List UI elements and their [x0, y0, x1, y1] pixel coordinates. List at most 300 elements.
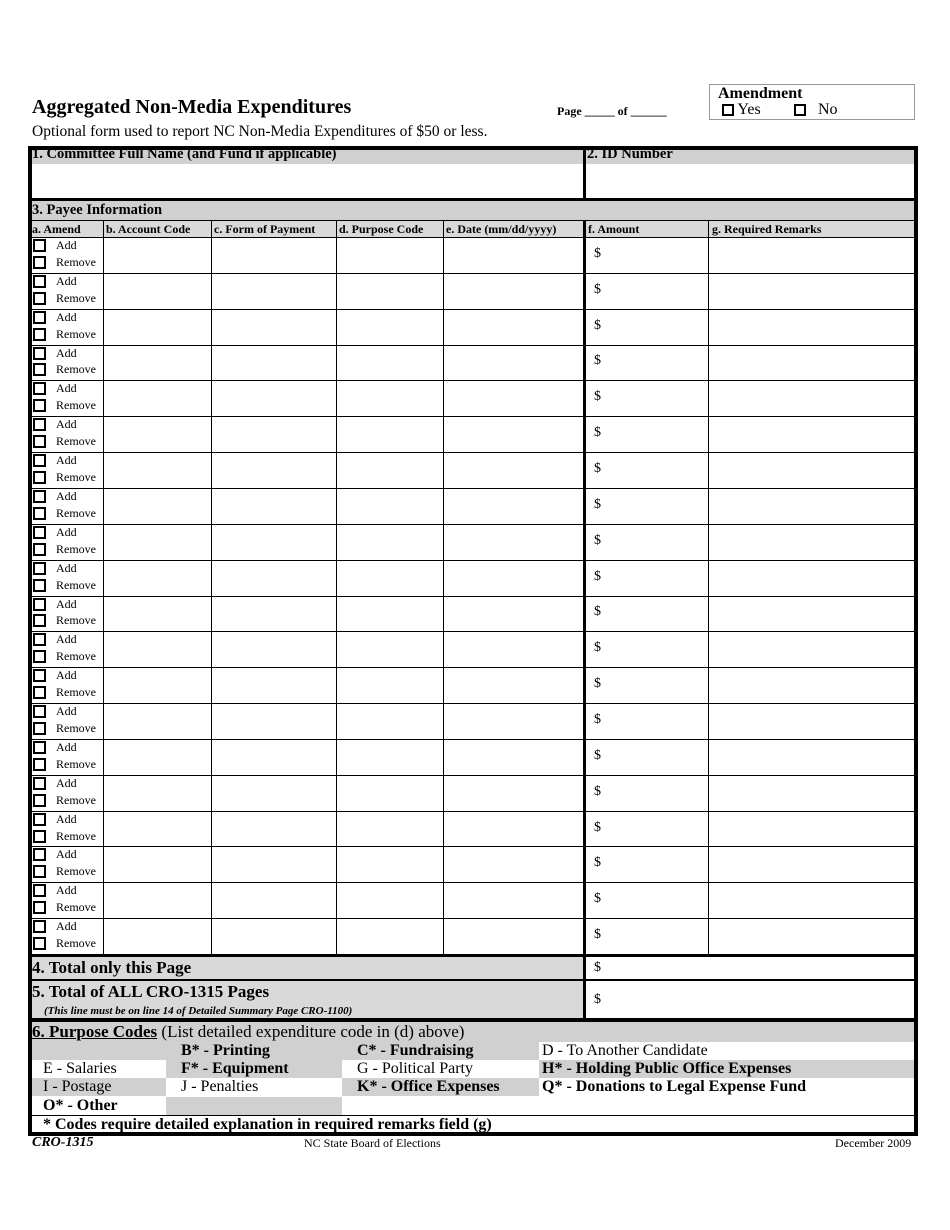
remove-checkbox[interactable] — [33, 937, 46, 950]
account-code-field[interactable] — [104, 703, 211, 739]
table-row — [32, 703, 914, 739]
remove-label: Remove — [56, 792, 96, 807]
required-remarks-field[interactable] — [709, 667, 914, 703]
amendment-title: Amendment — [718, 85, 803, 102]
col-amend: a. Amend — [32, 222, 81, 236]
purpose-code-field[interactable] — [337, 846, 443, 882]
all-total-field[interactable] — [586, 981, 914, 1018]
add-label: Add — [56, 488, 77, 503]
required-remarks-field[interactable] — [709, 560, 914, 596]
table-row — [32, 918, 914, 954]
remove-checkbox[interactable] — [33, 543, 46, 556]
amendment-box — [709, 84, 915, 120]
add-checkbox[interactable] — [33, 490, 46, 503]
form-of-payment-field[interactable] — [212, 416, 336, 452]
form-of-payment-field[interactable] — [212, 452, 336, 488]
page-total-field[interactable] — [586, 957, 914, 979]
all-total-dollar: $ — [594, 992, 601, 1007]
amount-field[interactable] — [586, 882, 708, 918]
amount-dollar: $ — [594, 711, 601, 727]
amendment-no-checkbox[interactable] — [794, 104, 806, 116]
purpose-codes-title-rest: (List detailed expenditure code in (d) above) — [157, 1022, 465, 1041]
code-f: F* - Equipment — [166, 1060, 342, 1078]
account-code-field[interactable] — [104, 345, 211, 381]
amount-dollar: $ — [594, 317, 601, 333]
all-total-bar — [32, 981, 583, 1018]
add-label: Add — [56, 238, 77, 252]
code-i: I - Postage — [32, 1078, 166, 1096]
add-checkbox[interactable] — [33, 598, 46, 611]
code-j: J - Penalties — [181, 1078, 259, 1095]
table-row — [32, 380, 914, 416]
date-field[interactable] — [444, 380, 583, 416]
purpose-code-field[interactable] — [337, 452, 443, 488]
account-code-field[interactable] — [104, 918, 211, 954]
form-subtitle: Optional form used to report NC Non-Media Expenditures of $50 or less. — [32, 123, 488, 140]
date-field[interactable] — [444, 309, 583, 345]
code-q: Q* - Donations to Legal Expense Fund — [542, 1078, 807, 1095]
remove-checkbox[interactable] — [33, 758, 46, 771]
remove-checkbox[interactable] — [33, 830, 46, 843]
code-g: G - Political Party — [357, 1060, 473, 1077]
col-amount: f. Amount — [588, 222, 640, 236]
remove-checkbox[interactable] — [33, 686, 46, 699]
form-of-payment-field[interactable] — [212, 703, 336, 739]
row-divider — [32, 918, 914, 919]
add-label: Add — [56, 453, 77, 468]
required-remarks-field[interactable] — [709, 918, 914, 954]
date-field[interactable] — [444, 667, 583, 703]
amount-dollar: $ — [594, 496, 601, 512]
date-field[interactable] — [444, 345, 583, 381]
amount-field[interactable] — [586, 309, 708, 345]
all-total-label: 5. Total of ALL CRO-1315 Pages — [32, 982, 270, 1001]
date-field[interactable] — [444, 918, 583, 954]
table-row — [32, 560, 914, 596]
remove-checkbox[interactable] — [33, 256, 46, 269]
add-label: Add — [56, 345, 77, 360]
account-code-field[interactable] — [104, 273, 211, 309]
add-checkbox[interactable] — [33, 669, 46, 682]
remove-checkbox[interactable] — [33, 794, 46, 807]
amount-dollar: $ — [594, 747, 601, 763]
add-label: Add — [56, 704, 77, 719]
col-divider — [103, 221, 104, 954]
date-field[interactable] — [444, 488, 583, 524]
remove-label: Remove — [56, 613, 96, 628]
add-checkbox[interactable] — [33, 705, 46, 718]
date-field[interactable] — [444, 416, 583, 452]
form-of-payment-field[interactable] — [212, 380, 336, 416]
remove-checkbox[interactable] — [33, 399, 46, 412]
add-label: Add — [56, 883, 77, 898]
add-label: Add — [56, 739, 77, 754]
purpose-code-field[interactable] — [337, 237, 443, 273]
committee-header-bar — [32, 146, 914, 164]
date-field[interactable] — [444, 775, 583, 811]
table-row — [32, 596, 914, 632]
amount-field[interactable] — [586, 345, 708, 381]
amount-field[interactable] — [586, 380, 708, 416]
amount-field[interactable] — [586, 811, 708, 847]
table-row — [32, 846, 914, 882]
purpose-code-field[interactable] — [337, 596, 443, 632]
page-total-bar — [32, 957, 583, 979]
table-row — [32, 631, 914, 667]
payee-info-label: 3. Payee Information — [32, 202, 163, 218]
date-field[interactable] — [444, 739, 583, 775]
date-field[interactable] — [444, 596, 583, 632]
amount-dollar: $ — [594, 461, 601, 477]
amount-field[interactable] — [586, 560, 708, 596]
amount-dollar: $ — [594, 927, 601, 943]
form-of-payment-field[interactable] — [212, 918, 336, 954]
code-k: K* - Office Expenses — [342, 1078, 539, 1096]
table-row — [32, 667, 914, 703]
table-row — [32, 739, 914, 775]
date-field[interactable] — [444, 703, 583, 739]
row-divider — [32, 452, 914, 453]
remove-label: Remove — [56, 900, 96, 915]
required-remarks-field[interactable] — [709, 237, 914, 273]
account-code-field[interactable] — [104, 309, 211, 345]
table-row — [32, 452, 914, 488]
date-field[interactable] — [444, 452, 583, 488]
remove-label: Remove — [56, 864, 96, 879]
codes-footnote: * Codes require detailed explanation in required remarks field (g) — [43, 1116, 492, 1133]
remove-label: Remove — [56, 470, 96, 485]
row-divider — [32, 811, 914, 812]
required-remarks-field[interactable] — [709, 309, 914, 345]
page-total-label: 4. Total only this Page — [32, 958, 192, 977]
code-cell — [166, 1097, 342, 1115]
add-label: Add — [56, 524, 77, 539]
remove-checkbox[interactable] — [33, 292, 46, 305]
table-row — [32, 237, 914, 273]
col-divider — [211, 221, 212, 954]
form-of-payment-field[interactable] — [212, 631, 336, 667]
account-code-field[interactable] — [104, 560, 211, 596]
amendment-no-option[interactable] — [794, 101, 838, 119]
remove-checkbox[interactable] — [33, 435, 46, 448]
amount-dollar: $ — [594, 855, 601, 871]
table-row — [32, 524, 914, 560]
table-row — [32, 345, 914, 381]
add-label: Add — [56, 381, 77, 396]
account-code-field[interactable] — [104, 739, 211, 775]
form-of-payment-field[interactable] — [212, 237, 336, 273]
col-purpose-code: d. Purpose Code — [339, 222, 424, 236]
remove-checkbox[interactable] — [33, 328, 46, 341]
required-remarks-field[interactable] — [709, 811, 914, 847]
form-of-payment-field[interactable] — [212, 524, 336, 560]
code-o: O* - Other — [43, 1097, 118, 1114]
form-of-payment-field[interactable] — [212, 775, 336, 811]
date-field[interactable] — [444, 882, 583, 918]
col-date: e. Date (mm/dd/yyyy) — [446, 222, 557, 236]
purpose-code-field[interactable] — [337, 775, 443, 811]
remove-checkbox[interactable] — [33, 722, 46, 735]
remove-label: Remove — [56, 828, 96, 843]
add-label: Add — [56, 417, 77, 432]
amount-field[interactable] — [586, 846, 708, 882]
required-remarks-field[interactable] — [709, 416, 914, 452]
remove-label: Remove — [56, 720, 96, 735]
purpose-code-field[interactable] — [337, 560, 443, 596]
remove-label: Remove — [56, 362, 96, 377]
table-row — [32, 309, 914, 345]
page-total-dollar: $ — [594, 960, 601, 975]
purpose-code-field[interactable] — [337, 488, 443, 524]
add-checkbox[interactable] — [33, 633, 46, 646]
purpose-code-field[interactable] — [337, 667, 443, 703]
add-checkbox[interactable] — [33, 275, 46, 288]
purpose-code-field[interactable] — [337, 309, 443, 345]
required-remarks-field[interactable] — [709, 631, 914, 667]
amount-field[interactable] — [586, 775, 708, 811]
purpose-code-field[interactable] — [337, 345, 443, 381]
form-of-payment-field[interactable] — [212, 811, 336, 847]
remove-checkbox[interactable] — [33, 507, 46, 520]
remove-label: Remove — [56, 505, 96, 520]
form-of-payment-field[interactable] — [212, 488, 336, 524]
form-of-payment-field[interactable] — [212, 882, 336, 918]
amount-dollar: $ — [594, 532, 601, 548]
remove-label: Remove — [56, 756, 96, 771]
all-total-note: (This line must be on line 14 of Detailed Summary Page CRO-1100) — [44, 1005, 353, 1017]
code-cell — [32, 1042, 166, 1060]
add-checkbox[interactable] — [33, 347, 46, 360]
account-code-field[interactable] — [104, 488, 211, 524]
table-row — [32, 775, 914, 811]
add-label: Add — [56, 775, 77, 790]
account-code-field[interactable] — [104, 237, 211, 273]
remove-label: Remove — [56, 290, 96, 305]
purpose-code-field[interactable] — [337, 882, 443, 918]
add-label: Add — [56, 668, 77, 683]
date-field[interactable] — [444, 524, 583, 560]
code-b: B* - Printing — [166, 1042, 342, 1060]
col-form-of-payment: c. Form of Payment — [214, 222, 316, 236]
form-of-payment-field[interactable] — [212, 345, 336, 381]
remove-checkbox[interactable] — [33, 579, 46, 592]
purpose-codes-title-bold: 6. Purpose Codes — [32, 1022, 158, 1041]
amount-field[interactable] — [586, 452, 708, 488]
form-of-payment-field[interactable] — [212, 739, 336, 775]
required-remarks-field[interactable] — [709, 380, 914, 416]
purpose-code-field[interactable] — [337, 273, 443, 309]
account-code-field[interactable] — [104, 882, 211, 918]
page-number-label: Page _____ of ______ — [557, 104, 667, 118]
add-label: Add — [56, 847, 77, 862]
col-required-remarks: g. Required Remarks — [712, 222, 822, 236]
account-code-field[interactable] — [104, 846, 211, 882]
row-divider — [32, 380, 914, 381]
add-checkbox[interactable] — [33, 239, 46, 252]
account-code-field[interactable] — [104, 596, 211, 632]
date-field[interactable] — [444, 273, 583, 309]
purpose-code-field[interactable] — [337, 703, 443, 739]
remove-checkbox[interactable] — [33, 614, 46, 627]
purpose-code-field[interactable] — [337, 739, 443, 775]
amount-dollar: $ — [594, 568, 601, 584]
amount-field[interactable] — [586, 703, 708, 739]
add-checkbox[interactable] — [33, 884, 46, 897]
date-field[interactable] — [444, 811, 583, 847]
add-label: Add — [56, 919, 77, 934]
date-field[interactable] — [444, 846, 583, 882]
payee-header-bar — [32, 201, 914, 220]
account-code-field[interactable] — [104, 452, 211, 488]
amount-field[interactable] — [586, 416, 708, 452]
date-field[interactable] — [444, 237, 583, 273]
add-checkbox[interactable] — [33, 848, 46, 861]
remove-label: Remove — [56, 577, 96, 592]
remove-checkbox[interactable] — [33, 471, 46, 484]
remove-checkbox[interactable] — [33, 865, 46, 878]
row-divider — [32, 667, 914, 668]
account-code-field[interactable] — [104, 416, 211, 452]
form-id: CRO-1315 — [32, 1135, 94, 1150]
add-checkbox[interactable] — [33, 813, 46, 826]
code-d: D - To Another Candidate — [542, 1042, 708, 1059]
amount-field[interactable] — [586, 631, 708, 667]
amount-dollar: $ — [594, 676, 601, 692]
amount-divider — [583, 221, 586, 1018]
required-remarks-field[interactable] — [709, 596, 914, 632]
add-checkbox[interactable] — [33, 920, 46, 933]
amount-dollar: $ — [594, 353, 601, 369]
form-of-payment-field[interactable] — [212, 667, 336, 703]
add-checkbox[interactable] — [33, 526, 46, 539]
form-of-payment-field[interactable] — [212, 309, 336, 345]
account-code-field[interactable] — [104, 811, 211, 847]
purpose-code-field[interactable] — [337, 918, 443, 954]
amount-field[interactable] — [586, 524, 708, 560]
add-checkbox[interactable] — [33, 777, 46, 790]
date-field[interactable] — [444, 560, 583, 596]
id-number-label: 2. ID Number — [587, 146, 673, 162]
form-of-payment-field[interactable] — [212, 596, 336, 632]
required-remarks-field[interactable] — [709, 524, 914, 560]
row-divider — [32, 560, 914, 561]
purpose-code-field[interactable] — [337, 416, 443, 452]
table-row — [32, 488, 914, 524]
committee-name-label: 1. Committee Full Name (and Fund if applicable) — [32, 146, 337, 162]
form-of-payment-field[interactable] — [212, 560, 336, 596]
row-divider — [32, 488, 914, 489]
required-remarks-field[interactable] — [709, 882, 914, 918]
table-row — [32, 882, 914, 918]
required-remarks-field[interactable] — [709, 846, 914, 882]
row-divider — [32, 703, 914, 704]
amendment-yes-checkbox[interactable] — [722, 104, 734, 116]
form-of-payment-field[interactable] — [212, 846, 336, 882]
account-code-field[interactable] — [104, 631, 211, 667]
add-label: Add — [56, 560, 77, 575]
remove-checkbox[interactable] — [33, 650, 46, 663]
remove-label: Remove — [56, 936, 96, 951]
purpose-code-field[interactable] — [337, 380, 443, 416]
amount-field[interactable] — [586, 596, 708, 632]
account-code-field[interactable] — [104, 667, 211, 703]
purpose-code-field[interactable] — [337, 524, 443, 560]
account-code-field[interactable] — [104, 524, 211, 560]
purpose-code-field[interactable] — [337, 811, 443, 847]
col-account-code: b. Account Code — [106, 222, 191, 236]
add-label: Add — [56, 632, 77, 647]
form-date: December 2009 — [835, 1136, 912, 1150]
remove-label: Remove — [56, 434, 96, 449]
row-divider — [32, 739, 914, 740]
remove-label: Remove — [56, 326, 96, 341]
add-label: Add — [56, 273, 77, 288]
amendment-yes-label: Yes — [737, 101, 761, 118]
required-remarks-field[interactable] — [709, 452, 914, 488]
add-checkbox[interactable] — [33, 382, 46, 395]
amount-dollar: $ — [594, 245, 601, 261]
date-field[interactable] — [444, 631, 583, 667]
amount-field[interactable] — [586, 237, 708, 273]
code-c: C* - Fundraising — [342, 1042, 539, 1060]
agency-name: NC State Board of Elections — [304, 1136, 441, 1150]
required-remarks-field[interactable] — [709, 775, 914, 811]
amount-field[interactable] — [586, 739, 708, 775]
committee-name-field[interactable] — [32, 164, 583, 198]
row-divider — [32, 882, 914, 883]
amount-field[interactable] — [586, 488, 708, 524]
add-label: Add — [56, 596, 77, 611]
col-divider — [708, 221, 709, 954]
amount-dollar: $ — [594, 281, 601, 297]
required-remarks-field[interactable] — [709, 739, 914, 775]
id-divider — [583, 146, 586, 200]
required-remarks-field[interactable] — [709, 273, 914, 309]
code-e: E - Salaries — [43, 1060, 117, 1077]
row-divider — [32, 309, 914, 310]
amount-dollar: $ — [594, 640, 601, 656]
add-checkbox[interactable] — [33, 311, 46, 324]
amount-dollar: $ — [594, 891, 601, 907]
remove-label: Remove — [56, 254, 96, 269]
amount-field[interactable] — [586, 918, 708, 954]
required-remarks-field[interactable] — [709, 703, 914, 739]
form-of-payment-field[interactable] — [212, 273, 336, 309]
amendment-yes-option[interactable] — [722, 101, 761, 119]
code-h: H* - Holding Public Office Expenses — [539, 1060, 914, 1078]
row-divider — [32, 846, 914, 847]
account-code-field[interactable] — [104, 775, 211, 811]
add-checkbox[interactable] — [33, 741, 46, 754]
account-code-field[interactable] — [104, 380, 211, 416]
add-checkbox[interactable] — [33, 562, 46, 575]
add-checkbox[interactable] — [33, 418, 46, 431]
add-checkbox[interactable] — [33, 454, 46, 467]
form-title: Aggregated Non-Media Expenditures — [32, 96, 352, 118]
required-remarks-field[interactable] — [709, 345, 914, 381]
remove-checkbox[interactable] — [33, 901, 46, 914]
row-divider — [32, 524, 914, 525]
amount-field[interactable] — [586, 667, 708, 703]
required-remarks-field[interactable] — [709, 488, 914, 524]
row-divider — [32, 775, 914, 776]
amount-field[interactable] — [586, 273, 708, 309]
remove-label: Remove — [56, 541, 96, 556]
remove-checkbox[interactable] — [33, 363, 46, 376]
purpose-codes-title — [32, 1022, 464, 1042]
purpose-code-field[interactable] — [337, 631, 443, 667]
id-number-field[interactable] — [586, 164, 914, 198]
